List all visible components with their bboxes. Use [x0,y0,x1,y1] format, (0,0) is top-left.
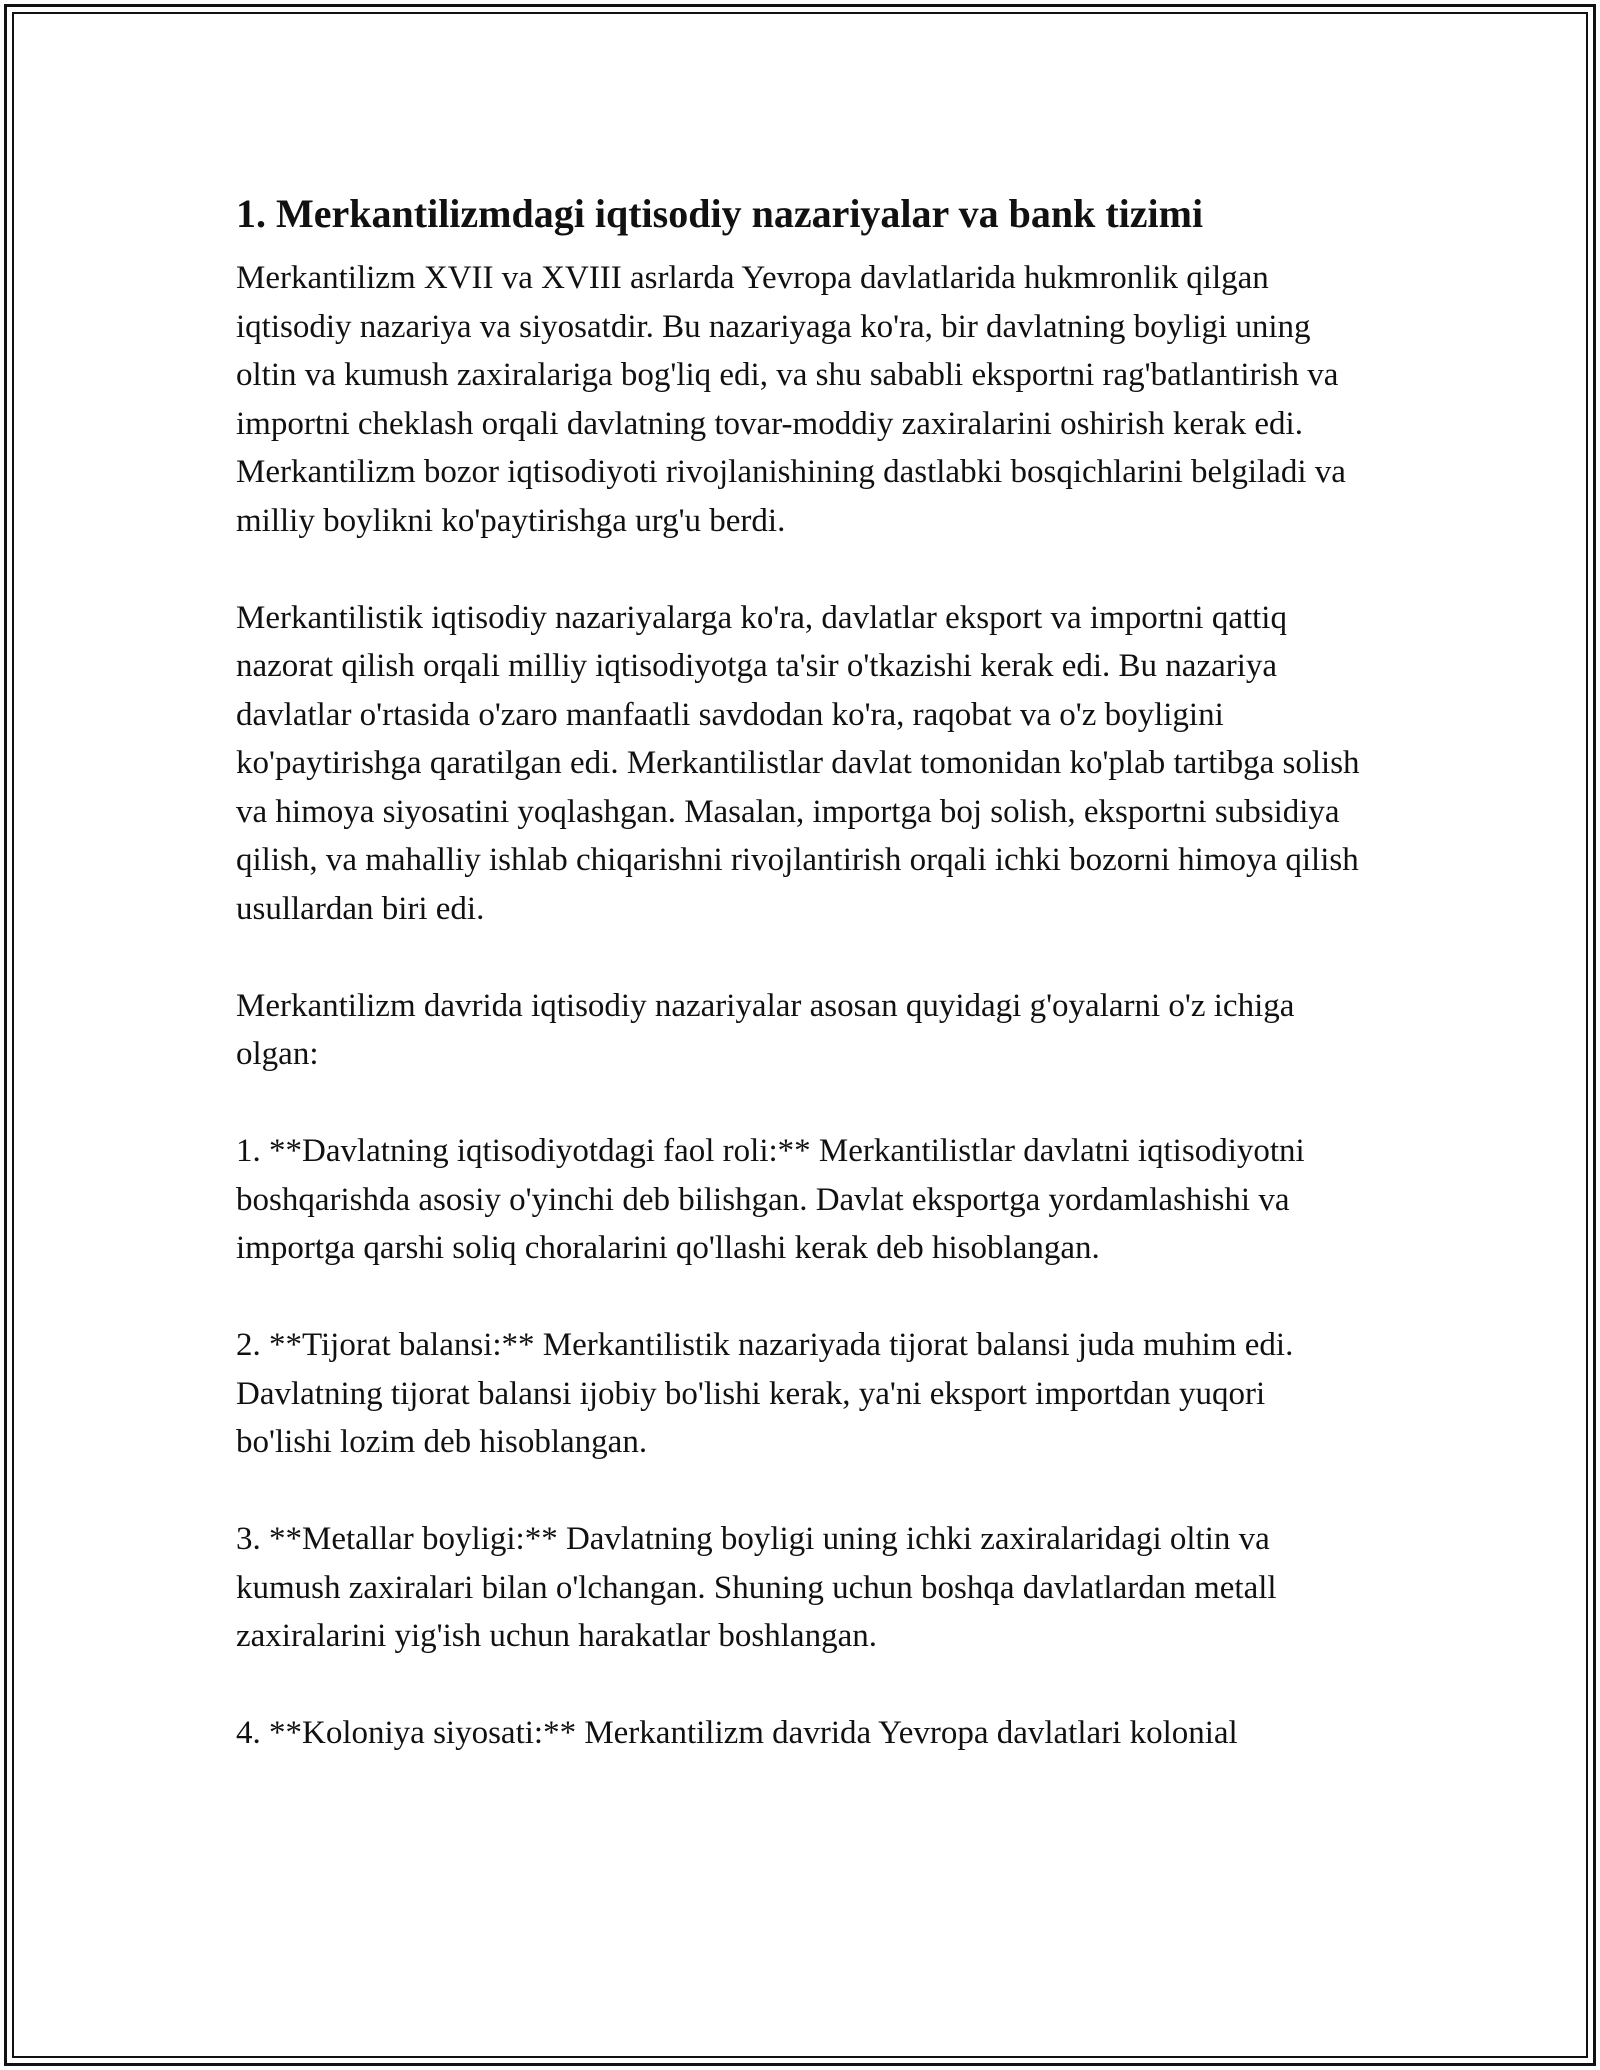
document-body [236,186,1366,1806]
list-item-colony-policy: 4. **Koloniya siyosati:** Merkantilizm davrida Yevropa davlatlari kolonial [236,1715,1238,1751]
paragraph-intro: Merkantilizm XVII va XVIII asrlarda Yevropa davlatlarida hukmronlik qilgan iqtisodiy nazariya va siyosatdir. Bu nazariyaga ko'ra, bir davlatning boyligi uning oltin va kumush zaxiralariga bog'liq edi, va shu sababli eksportni rag'batlantirish va importni cheklash orqali davlatning tovar-moddiy zaxiralarini oshirish kerak edi. Merkantilizm bozor iqtisodiyoti rivojlanishining dastlabki bosqichlarini belgiladi va milliy boylikni ko'paytirishga urg'u berdi. [236,260,1346,539]
list-item-trade-balance: 2. **Tijorat balansi:** Merkantilistik nazariyada tijorat balansi juda muhim edi. Davlatning tijorat balansi ijobiy bo'lishi kerak, ya'ni eksport importdan yuqori bo'lishi lozim deb hisoblangan. [236,1327,1294,1460]
document-title: 1. Merkantilizmdagi iqtisodiy nazariyalar va bank tizimi [236,191,1204,236]
list-item-metal-wealth: 3. **Metallar boyligi:** Davlatning boyligi uning ichki zaxiralaridagi oltin va kumush zaxiralari bilan o'lchangan. Shuning uchun boshqa davlatlardan metall zaxiralarini yig'ish uchun harakatlar boshlangan. [236,1521,1277,1654]
paragraph-list-intro: Merkantilizm davrida iqtisodiy nazariyalar asosan quyidagi g'oyalarni o'z ichiga olgan: [236,987,1295,1072]
list-item-state-role: 1. **Davlatning iqtisodiyotdagi faol roli:** Merkantilistlar davlatni iqtisodiyotni boshqarishda asosiy o'yinchi deb bilishgan. Davlat eksportga yordamlashishi va importga qarshi soliq choralarini qo'llashi kerak deb hisoblangan. [236,1133,1305,1266]
paragraph-theory: Merkantilistik iqtisodiy nazariyalarga ko'ra, davlatlar eksport va importni qattiq nazorat qilish orqali milliy iqtisodiyotga ta'sir o'tkazishi kerak edi. Bu nazariya davlatlar o'rtasida o'zaro manfaatli savdodan ko'ra, raqobat va o'z boyligini ko'paytirishga qaratilgan edi. Merkantilistlar davlat tomonidan ko'plab tartibga solish va himoya siyosatini yoqlashgan. Masalan, importga boj solish, eksportni subsidiya qilish, va mahalliy ishlab chiqarishni rivojlantirish orqali ichki bozorni himoya qilish usullardan biri edi. [236,599,1360,927]
